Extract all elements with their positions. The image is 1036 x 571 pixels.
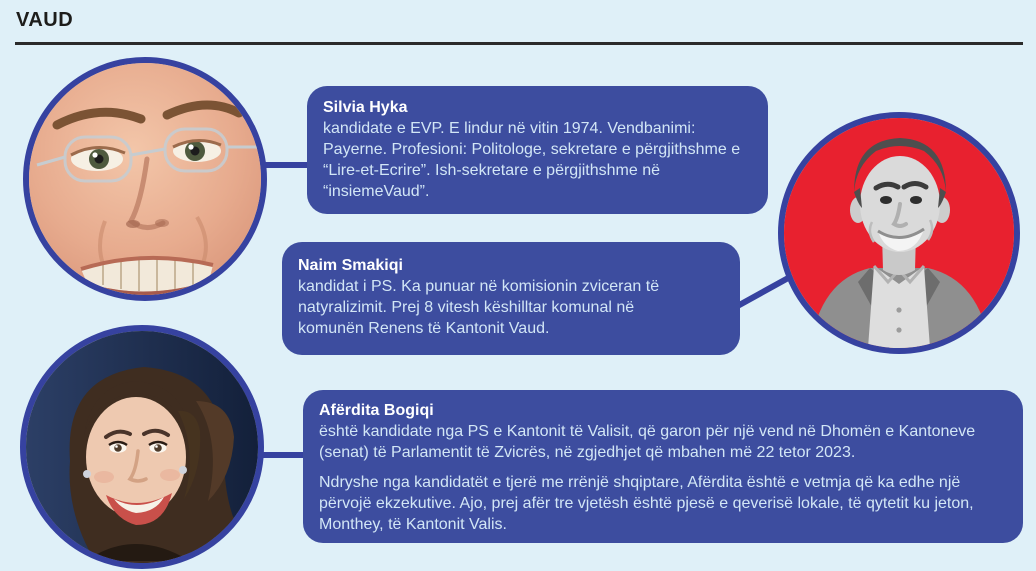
candidate-description: është kandidate nga PS e Kantonit të Valisit, që garon për një vend në Dhomën e Kantoneve (senat) të Parlamentit të Zvicrës, në zgjedhjet që mbahen më 22 tetor 2023. (319, 423, 976, 461)
candidate-name: Afërdita Bogiqi (319, 402, 434, 419)
header-divider (15, 42, 1023, 45)
candidate-name: Naim Smakiqi (298, 257, 403, 274)
portrait-woman-dark-background-icon (26, 331, 258, 563)
photo-naim-smakiqi (778, 112, 1020, 354)
candidate-description: kandidate e EVP. E lindur në vitin 1974. Vendbanimi: Payerne. Profesioni: Politologe, sekretare e përgjithshme e “Lire-et-Ecrire”. Ish-sekretare e përgjithshme në “insiemeVaud”. (323, 120, 741, 200)
connector-line-naim (733, 273, 794, 310)
info-card-silvia-hyka (307, 86, 768, 214)
portrait-man-red-background-icon (784, 118, 1014, 348)
candidate-description: kandidat i PS. Ka punuar në komisionin zviceran të natyralizimit. Prej 8 vitesh këshilltar komunal në komunën Renens të Kantonit Vaud. (298, 278, 660, 337)
candidate-name: Silvia Hyka (323, 99, 408, 116)
page-title: VAUD (16, 9, 74, 31)
photo-silvia-hyka (23, 57, 267, 301)
photo-aferdita-bogiqi (20, 325, 264, 569)
info-card-aferdita-bogiqi (303, 390, 1023, 543)
candidate-description-2: Ndryshe nga kandidatët e tjerë me rrënjë shqiptare, Afërdita është e vetmja që ka edhe një përvojë ekzekutive. Ajo, prej afër tre vjetësh është pjesë e qeverisë lokale, të qytetit ku jeton, Monthey, të Kantonit Valis. (319, 474, 974, 533)
info-card-naim-smakiqi (282, 242, 740, 355)
portrait-woman-glasses-icon (29, 63, 261, 295)
